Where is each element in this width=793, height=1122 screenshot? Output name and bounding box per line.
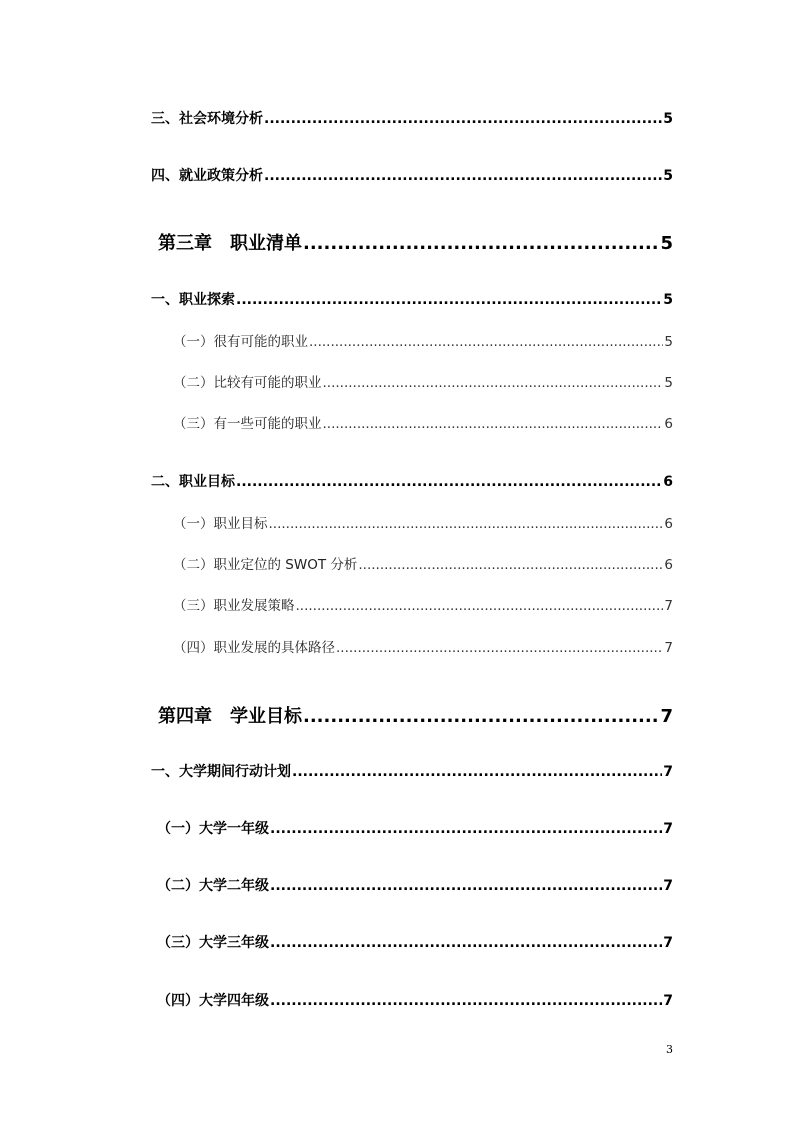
toc-entry-page: 7 — [663, 764, 673, 780]
dot-leader — [270, 993, 662, 1009]
dot-leader — [270, 821, 662, 837]
toc-entry[interactable] — [151, 471, 673, 491]
toc-entry[interactable] — [151, 761, 673, 781]
dot-leader — [309, 334, 663, 350]
dot-leader — [358, 557, 663, 573]
toc-entry-page: 5 — [663, 111, 673, 127]
toc-entry[interactable] — [173, 594, 673, 614]
toc-entry-page: 5 — [663, 168, 673, 184]
toc-entry-page: 7 — [663, 821, 673, 837]
toc-entry-page: 7 — [660, 706, 673, 727]
toc-entry-page: 7 — [663, 993, 673, 1009]
toc-entry-label: 一、大学期间行动计划 — [151, 764, 291, 780]
toc-entry-page: 5 — [663, 292, 673, 308]
toc-entry-label: （三）有一些可能的职业 — [173, 416, 322, 432]
toc-entry[interactable] — [157, 818, 673, 838]
toc-entry-label: 第三章 职业清单 — [158, 233, 302, 254]
toc-entry-label: 四、就业政策分析 — [151, 168, 263, 184]
page-number: 3 — [666, 1043, 673, 1056]
dot-leader — [236, 474, 662, 490]
toc-entry-label: 二、职业目标 — [151, 474, 235, 490]
toc-entry[interactable] — [157, 990, 673, 1010]
toc-entry-page: 7 — [664, 640, 673, 656]
toc-entry[interactable] — [157, 932, 673, 952]
toc-entry-label: （一）大学一年级 — [157, 821, 269, 837]
dot-leader — [269, 516, 664, 532]
toc-entry-label: （二）大学二年级 — [157, 878, 269, 894]
toc-entry[interactable] — [173, 553, 673, 573]
toc-entry-label: （三）大学三年级 — [157, 935, 269, 951]
dot-leader — [264, 111, 662, 127]
toc-entry-page: 6 — [664, 516, 673, 532]
toc-entry-label: （一）很有可能的职业 — [173, 334, 308, 350]
toc-entry-label: 三、社会环境分析 — [151, 111, 263, 127]
toc-entry[interactable] — [173, 412, 673, 432]
toc-entry-label: （四）职业发展的具体路径 — [173, 640, 335, 656]
toc-entry-page: 7 — [664, 598, 673, 614]
toc-entry[interactable] — [151, 165, 673, 185]
dot-leader — [323, 375, 664, 391]
toc-entry[interactable] — [173, 636, 673, 656]
toc-entry-label: （二）职业定位的 SWOT 分析 — [173, 557, 358, 573]
toc-entry[interactable] — [173, 512, 673, 532]
toc-entry-page: 6 — [664, 416, 673, 432]
toc-entry[interactable] — [151, 108, 673, 128]
dot-leader — [270, 878, 662, 894]
dot-leader — [323, 416, 664, 432]
dot-leader — [292, 764, 662, 780]
toc-entry[interactable] — [173, 371, 673, 391]
toc-entry-label: （三）职业发展策略 — [173, 598, 295, 614]
toc-entry-page: 7 — [663, 935, 673, 951]
toc-entry-page: 6 — [664, 557, 673, 573]
toc-entry-label: （一）职业目标 — [173, 516, 268, 532]
toc-entry-page: 6 — [663, 474, 673, 490]
toc-entry-page: 5 — [664, 375, 673, 391]
toc-entry-label: （四）大学四年级 — [157, 993, 269, 1009]
toc-entry-label: 一、职业探索 — [151, 292, 235, 308]
dot-leader — [236, 292, 662, 308]
toc-chapter-entry[interactable] — [158, 702, 673, 728]
toc-entry-label: （二）比较有可能的职业 — [173, 375, 322, 391]
toc-entry[interactable] — [173, 330, 673, 350]
toc-entry[interactable] — [157, 875, 673, 895]
dot-leader — [296, 598, 664, 614]
toc-entry[interactable] — [151, 289, 673, 309]
dot-leader — [303, 233, 659, 254]
toc-entry-page: 5 — [664, 334, 673, 350]
toc-entry-label: 第四章 学业目标 — [158, 706, 302, 727]
toc-entry-page: 7 — [663, 878, 673, 894]
toc-entry-page: 5 — [660, 233, 673, 254]
toc-chapter-entry[interactable] — [158, 229, 673, 255]
dot-leader — [303, 706, 659, 727]
dot-leader — [336, 640, 663, 656]
dot-leader — [264, 168, 662, 184]
dot-leader — [270, 935, 662, 951]
